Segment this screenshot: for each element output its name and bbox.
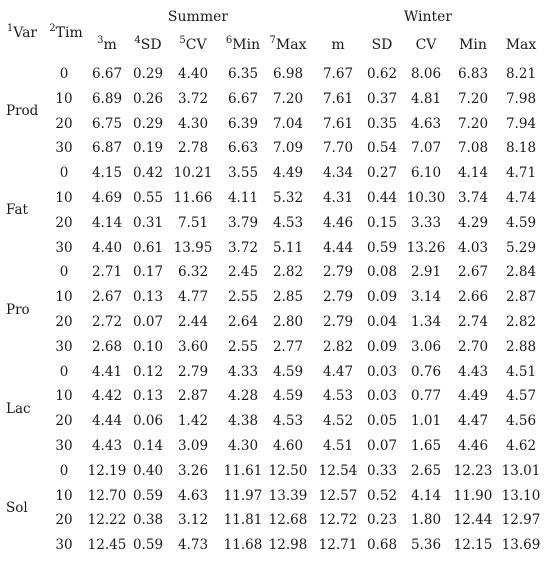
tim-column-header-text: Tim <box>55 25 83 41</box>
winter-col-header-max-text: Max <box>505 37 537 53</box>
value-cell: 1.65 <box>410 438 442 454</box>
value-cell: 12.72 <box>318 512 358 529</box>
value-cell: 6.67 <box>227 90 259 107</box>
value-cell: 7.61 <box>322 90 354 107</box>
value-cell: 0.07 <box>366 438 398 454</box>
value-cell: 0.54 <box>366 140 398 157</box>
value-cell: 4.41 <box>91 363 123 380</box>
value-cell: 12.71 <box>318 537 358 554</box>
value-cell: 0.07 <box>132 314 164 330</box>
summer-col-header-cv-text: CV <box>185 37 207 53</box>
tim-column-header-footnote-mark: 2 <box>49 23 56 34</box>
time-cell: 20 <box>55 214 73 231</box>
time-cell: 30 <box>55 338 73 355</box>
value-cell: 2.70 <box>457 338 489 355</box>
value-cell: 13.01 <box>501 462 541 479</box>
value-cell: 4.34 <box>322 165 354 182</box>
value-cell: 0.08 <box>366 264 398 281</box>
time-cell: 30 <box>55 438 73 454</box>
var-column-header <box>7 25 37 43</box>
value-cell: 2.55 <box>227 338 259 355</box>
value-cell: 5.29 <box>505 239 537 256</box>
value-cell: 0.29 <box>132 115 164 132</box>
value-cell: 2.67 <box>457 264 489 281</box>
value-cell: 2.79 <box>322 314 354 330</box>
summer-col-header-max-footnote-mark: 7 <box>269 35 276 46</box>
value-cell: 11.81 <box>223 512 263 529</box>
value-cell: 3.14 <box>410 289 442 306</box>
winter-col-header-min <box>459 37 487 55</box>
value-cell: 0.09 <box>366 289 398 306</box>
value-cell: 3.55 <box>227 165 259 182</box>
value-cell: 1.01 <box>410 413 442 430</box>
value-cell: 12.57 <box>318 487 358 504</box>
value-cell: 0.03 <box>366 388 398 405</box>
value-cell: 4.49 <box>457 388 489 405</box>
value-cell: 11.97 <box>223 487 263 504</box>
value-cell: 3.06 <box>410 338 442 355</box>
summer-col-header-sd-footnote-mark: 4 <box>134 35 141 46</box>
value-cell: 0.59 <box>132 487 164 504</box>
value-cell: 0.13 <box>132 388 164 405</box>
value-cell: 4.47 <box>322 363 354 380</box>
value-cell: 2.72 <box>91 314 123 330</box>
value-cell: 7.98 <box>505 90 537 107</box>
variable-label: Lac <box>6 400 31 417</box>
value-cell: 11.61 <box>223 462 263 479</box>
value-cell: 2.82 <box>505 314 537 330</box>
value-cell: 0.19 <box>132 140 164 157</box>
variable-label: Sol <box>6 500 28 516</box>
value-cell: 2.79 <box>177 363 209 380</box>
value-cell: 4.59 <box>272 388 304 405</box>
value-cell: 4.14 <box>91 214 123 231</box>
value-cell: 4.44 <box>91 413 123 430</box>
value-cell: 4.14 <box>457 165 489 182</box>
value-cell: 2.82 <box>272 264 304 281</box>
value-cell: 4.11 <box>227 190 259 206</box>
value-cell: 13.69 <box>501 537 541 554</box>
value-cell: 4.71 <box>505 165 537 182</box>
value-cell: 3.12 <box>177 512 209 529</box>
value-cell: 7.20 <box>272 90 304 107</box>
value-cell: 4.59 <box>505 214 537 231</box>
value-cell: 0.35 <box>366 115 398 132</box>
value-cell: 2.82 <box>322 338 354 355</box>
value-cell: 7.51 <box>177 214 209 231</box>
winter-col-header-cv <box>416 37 437 55</box>
value-cell: 0.59 <box>366 239 398 256</box>
value-cell: 2.45 <box>227 264 259 281</box>
value-cell: 2.71 <box>91 264 123 281</box>
value-cell: 0.59 <box>132 537 164 554</box>
value-cell: 2.78 <box>177 140 209 157</box>
value-cell: 4.38 <box>227 413 259 430</box>
value-cell: 0.40 <box>132 462 164 479</box>
value-cell: 0.05 <box>366 413 398 430</box>
value-cell: 8.21 <box>505 66 537 82</box>
value-cell: 2.85 <box>272 289 304 306</box>
value-cell: 12.68 <box>268 512 308 529</box>
value-cell: 4.57 <box>505 388 537 405</box>
time-cell: 0 <box>59 66 69 82</box>
value-cell: 7.70 <box>322 140 354 157</box>
value-cell: 2.88 <box>505 338 537 355</box>
value-cell: 4.53 <box>272 413 304 430</box>
variable-label: Prod <box>6 103 39 120</box>
value-cell: 0.62 <box>366 66 398 82</box>
value-cell: 0.04 <box>366 314 398 330</box>
time-cell: 20 <box>55 413 73 430</box>
value-cell: 0.10 <box>132 338 164 355</box>
value-cell: 4.74 <box>505 190 537 206</box>
value-cell: 4.52 <box>322 413 354 430</box>
value-cell: 6.35 <box>227 66 259 82</box>
value-cell: 0.15 <box>366 214 398 231</box>
value-cell: 2.79 <box>322 289 354 306</box>
value-cell: 5.11 <box>272 239 304 256</box>
value-cell: 4.81 <box>410 90 442 107</box>
value-cell: 12.15 <box>453 537 493 554</box>
value-cell: 4.44 <box>322 239 354 256</box>
value-cell: 11.68 <box>223 537 263 554</box>
summer-col-header-sd-text: SD <box>140 37 162 53</box>
value-cell: 0.33 <box>366 462 398 479</box>
value-cell: 13.10 <box>501 487 541 504</box>
value-cell: 4.56 <box>505 413 537 430</box>
value-cell: 12.23 <box>453 462 493 479</box>
value-cell: 2.77 <box>272 338 304 355</box>
time-cell: 10 <box>55 190 73 206</box>
value-cell: 12.98 <box>268 537 308 554</box>
value-cell: 4.49 <box>272 165 304 182</box>
season-header-summer: Summer <box>167 9 229 25</box>
value-cell: 3.79 <box>227 214 259 231</box>
value-cell: 4.63 <box>410 115 442 132</box>
time-cell: 30 <box>55 140 73 157</box>
value-cell: 0.29 <box>132 66 164 82</box>
variable-label: Fat <box>6 202 28 219</box>
value-cell: 3.60 <box>177 338 209 355</box>
value-cell: 6.39 <box>227 115 259 132</box>
value-cell: 6.89 <box>91 90 123 107</box>
value-cell: 4.40 <box>177 66 209 82</box>
value-cell: 0.61 <box>132 239 164 256</box>
value-cell: 4.46 <box>322 214 354 231</box>
value-cell: 7.67 <box>322 66 354 82</box>
value-cell: 4.30 <box>177 115 209 132</box>
value-cell: 6.10 <box>410 165 442 182</box>
value-cell: 1.42 <box>177 413 209 430</box>
value-cell: 12.97 <box>501 512 541 529</box>
value-cell: 11.90 <box>453 487 493 504</box>
value-cell: 4.77 <box>177 289 209 306</box>
value-cell: 7.61 <box>322 115 354 132</box>
value-cell: 3.26 <box>177 462 209 479</box>
value-cell: 0.09 <box>366 338 398 355</box>
time-cell: 10 <box>55 487 73 504</box>
value-cell: 4.47 <box>457 413 489 430</box>
value-cell: 12.70 <box>87 487 127 504</box>
value-cell: 4.69 <box>91 190 123 206</box>
value-cell: 6.63 <box>227 140 259 157</box>
value-cell: 2.79 <box>322 264 354 281</box>
value-cell: 4.29 <box>457 214 489 231</box>
value-cell: 12.22 <box>87 512 127 529</box>
time-cell: 20 <box>55 314 73 330</box>
value-cell: 0.14 <box>132 438 164 454</box>
summer-col-header-min-footnote-mark: 6 <box>225 35 233 46</box>
winter-col-header-max <box>506 37 537 55</box>
value-cell: 8.06 <box>410 66 442 82</box>
value-cell: 3.72 <box>177 90 209 107</box>
value-cell: 4.42 <box>91 388 123 405</box>
value-cell: 7.08 <box>457 140 489 157</box>
winter-col-header-m <box>331 37 344 55</box>
value-cell: 0.42 <box>132 165 164 182</box>
value-cell: 10.21 <box>173 165 213 182</box>
value-cell: 4.62 <box>505 438 537 454</box>
value-cell: 0.26 <box>132 90 164 107</box>
value-cell: 7.07 <box>410 140 442 157</box>
summer-col-header-max <box>270 37 307 55</box>
value-cell: 4.31 <box>322 190 354 206</box>
value-cell: 2.91 <box>410 264 442 281</box>
value-cell: 11.66 <box>173 190 213 206</box>
time-cell: 10 <box>55 90 73 107</box>
value-cell: 0.52 <box>366 487 398 504</box>
value-cell: 2.68 <box>91 338 123 355</box>
variable-label: Pro <box>6 301 30 318</box>
value-cell: 2.80 <box>272 314 304 330</box>
var-column-header-footnote-mark: 1 <box>6 23 14 34</box>
summer-col-header-cv-footnote-mark: 5 <box>179 35 186 46</box>
winter-col-header-m-text: m <box>331 37 345 53</box>
value-cell: 4.63 <box>177 487 209 504</box>
value-cell: 0.27 <box>366 165 398 182</box>
value-cell: 4.73 <box>177 537 209 554</box>
value-cell: 2.74 <box>457 314 489 330</box>
value-cell: 4.59 <box>272 363 304 380</box>
winter-col-header-cv-text: CV <box>415 37 437 53</box>
value-cell: 0.03 <box>366 363 398 380</box>
tim-column-header <box>49 25 82 43</box>
time-cell: 0 <box>59 363 69 380</box>
summer-col-header-cv <box>179 37 206 55</box>
value-cell: 0.17 <box>132 264 164 281</box>
value-cell: 13.39 <box>268 487 308 504</box>
value-cell: 4.53 <box>322 388 354 405</box>
summer-col-header-min <box>226 37 260 55</box>
value-cell: 4.53 <box>272 214 304 231</box>
value-cell: 12.45 <box>87 537 127 554</box>
value-cell: 0.44 <box>366 190 398 206</box>
value-cell: 6.32 <box>177 264 209 281</box>
value-cell: 4.60 <box>272 438 304 454</box>
winter-col-header-min-text: Min <box>459 37 487 53</box>
value-cell: 4.14 <box>410 487 442 504</box>
value-cell: 1.80 <box>410 512 442 529</box>
value-cell: 0.06 <box>132 413 164 430</box>
winter-col-header-sd-text: SD <box>371 37 393 53</box>
value-cell: 2.55 <box>227 289 259 306</box>
value-cell: 12.54 <box>318 462 358 479</box>
value-cell: 4.51 <box>322 438 354 454</box>
value-cell: 2.67 <box>91 289 123 306</box>
value-cell: 8.18 <box>505 140 537 157</box>
value-cell: 12.44 <box>453 512 493 529</box>
value-cell: 4.40 <box>91 239 123 256</box>
value-cell: 2.87 <box>177 388 209 405</box>
value-cell: 12.50 <box>268 462 308 479</box>
value-cell: 4.43 <box>457 363 489 380</box>
value-cell: 12.19 <box>87 462 127 479</box>
value-cell: 2.64 <box>227 314 259 330</box>
time-cell: 30 <box>55 239 73 256</box>
value-cell: 6.75 <box>91 115 123 132</box>
value-cell: 0.77 <box>410 388 442 405</box>
value-cell: 3.33 <box>410 214 442 231</box>
season-header-winter: Winter <box>403 9 453 25</box>
value-cell: 10.30 <box>406 190 446 206</box>
value-cell: 0.76 <box>410 363 442 380</box>
value-cell: 0.31 <box>132 214 164 231</box>
value-cell: 0.68 <box>366 537 398 554</box>
value-cell: 7.09 <box>272 140 304 157</box>
value-cell: 0.55 <box>132 190 164 206</box>
value-cell: 4.43 <box>91 438 123 454</box>
value-cell: 2.87 <box>505 289 537 306</box>
value-cell: 0.38 <box>132 512 164 529</box>
time-cell: 0 <box>59 264 69 281</box>
time-cell: 30 <box>55 537 73 554</box>
value-cell: 4.28 <box>227 388 259 405</box>
value-cell: 7.20 <box>457 90 489 107</box>
value-cell: 2.65 <box>410 462 442 479</box>
value-cell: 0.37 <box>366 90 398 107</box>
time-cell: 0 <box>59 165 69 182</box>
time-cell: 0 <box>59 462 69 479</box>
time-cell: 10 <box>55 289 73 306</box>
time-cell: 20 <box>55 512 73 529</box>
value-cell: 2.66 <box>457 289 489 306</box>
value-cell: 3.72 <box>227 239 259 256</box>
value-cell: 2.84 <box>505 264 537 281</box>
value-cell: 13.26 <box>406 239 446 256</box>
summer-col-header-m-footnote-mark: 3 <box>97 35 104 46</box>
summer-col-header-sd <box>134 37 161 55</box>
summer-col-header-min-text: Min <box>232 37 261 53</box>
summer-col-header-max-text: Max <box>275 37 307 53</box>
value-cell: 7.94 <box>505 115 537 132</box>
value-cell: 13.95 <box>173 239 213 256</box>
value-cell: 4.46 <box>457 438 489 454</box>
summer-col-header-m <box>97 37 117 55</box>
value-cell: 6.87 <box>91 140 123 157</box>
value-cell: 4.15 <box>91 165 123 182</box>
value-cell: 0.23 <box>366 512 398 529</box>
value-cell: 0.13 <box>132 289 164 306</box>
value-cell: 4.51 <box>505 363 537 380</box>
value-cell: 7.20 <box>457 115 489 132</box>
var-column-header-text: Var <box>13 25 38 41</box>
value-cell: 2.44 <box>177 314 209 330</box>
value-cell: 6.83 <box>457 66 489 82</box>
value-cell: 4.30 <box>227 438 259 454</box>
time-cell: 10 <box>55 388 73 405</box>
value-cell: 4.03 <box>457 239 489 256</box>
value-cell: 6.98 <box>272 66 304 82</box>
value-cell: 0.12 <box>132 363 164 380</box>
value-cell: 4.33 <box>227 363 259 380</box>
value-cell: 5.36 <box>410 537 442 554</box>
value-cell: 3.09 <box>177 438 209 454</box>
time-cell: 20 <box>55 115 73 132</box>
value-cell: 1.34 <box>410 314 442 330</box>
value-cell: 7.04 <box>272 115 304 132</box>
value-cell: 6.67 <box>91 66 123 82</box>
value-cell: 3.74 <box>457 190 489 206</box>
winter-col-header-sd <box>372 37 393 55</box>
summer-col-header-m-text: m <box>103 37 117 53</box>
value-cell: 5.32 <box>272 190 304 206</box>
